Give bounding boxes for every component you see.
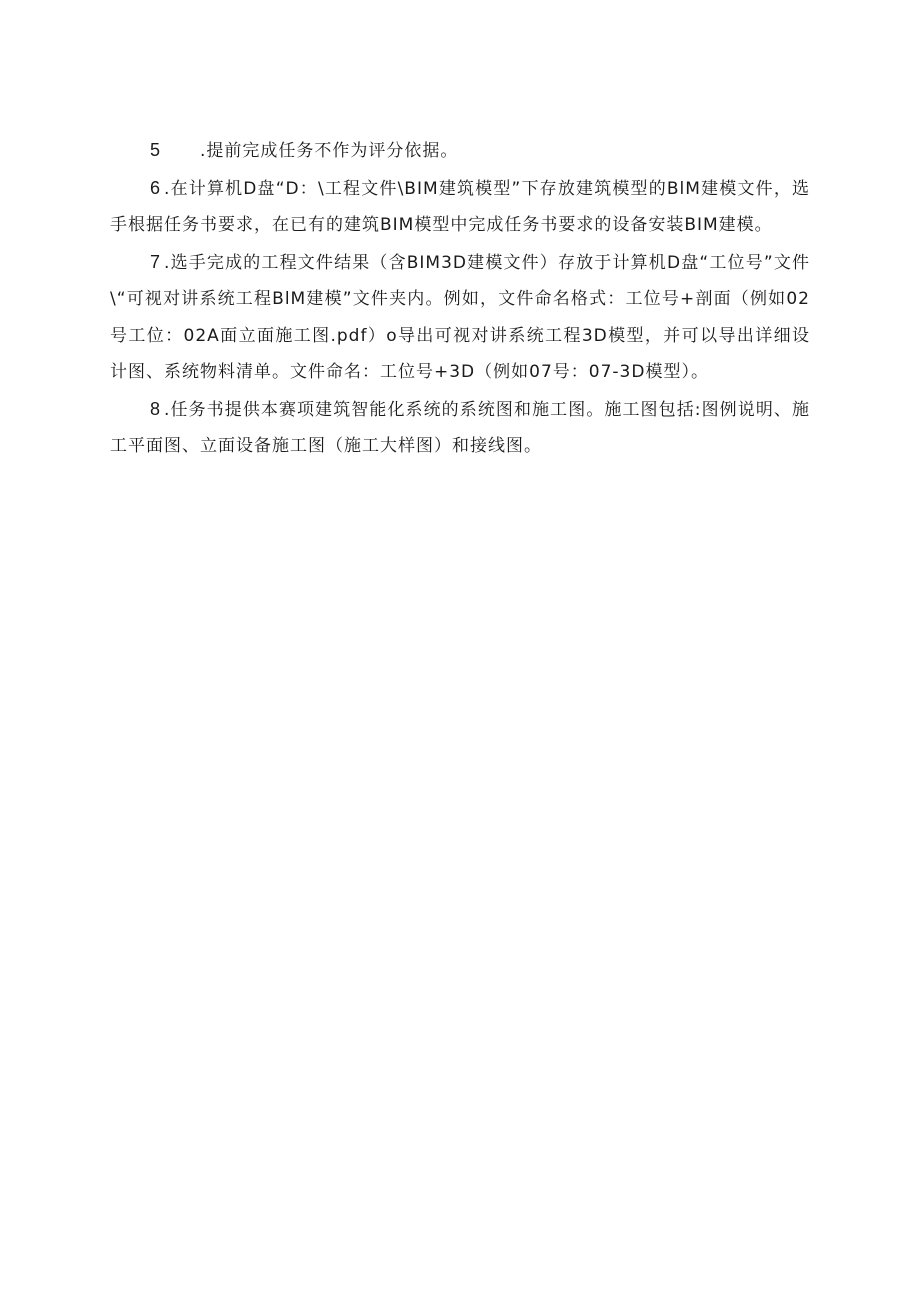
list-item-8 [110, 391, 810, 465]
item-number: 8 [150, 398, 161, 419]
item-number: 7 [150, 251, 161, 272]
list-item-6 [110, 170, 810, 244]
item-text: .在计算机D盘“D：\工程文件\BIM建筑模型”下存放建筑模型的BlM建模文件，选手根据任务书要求，在已有的建筑BIM模型中完成任务书要求的设备安装BIM建模。 [110, 178, 810, 235]
list-item-7 [110, 244, 810, 391]
item-number: 5 [150, 140, 161, 160]
document-page [110, 132, 810, 465]
item-text: .提前完成任务不作为评分依据。 [200, 141, 459, 161]
list-item-5 [110, 132, 810, 170]
item-text: .任务书提供本赛项建筑智能化系统的系统图和施工图。施工图包括:图例说明、施工平面图、立面设备施工图（施工大样图）和接线图。 [110, 399, 810, 456]
item-number: 6 [150, 177, 161, 198]
item-text: .选手完成的工程文件结果（含BIM3D建模文件）存放于计算机D盘“工位号”文件\“可视对讲系统工程BlM建模”文件夹内。例如，文件命名格式：工位号+剖面（例如02号工位：02A面立面施工图.pdf）o导出可视对讲系统工程3D模型，并可以导出详细设计图、系统物料清单。文件命名：工位号+3D（例如07号：07-3D模型）。 [110, 252, 810, 382]
